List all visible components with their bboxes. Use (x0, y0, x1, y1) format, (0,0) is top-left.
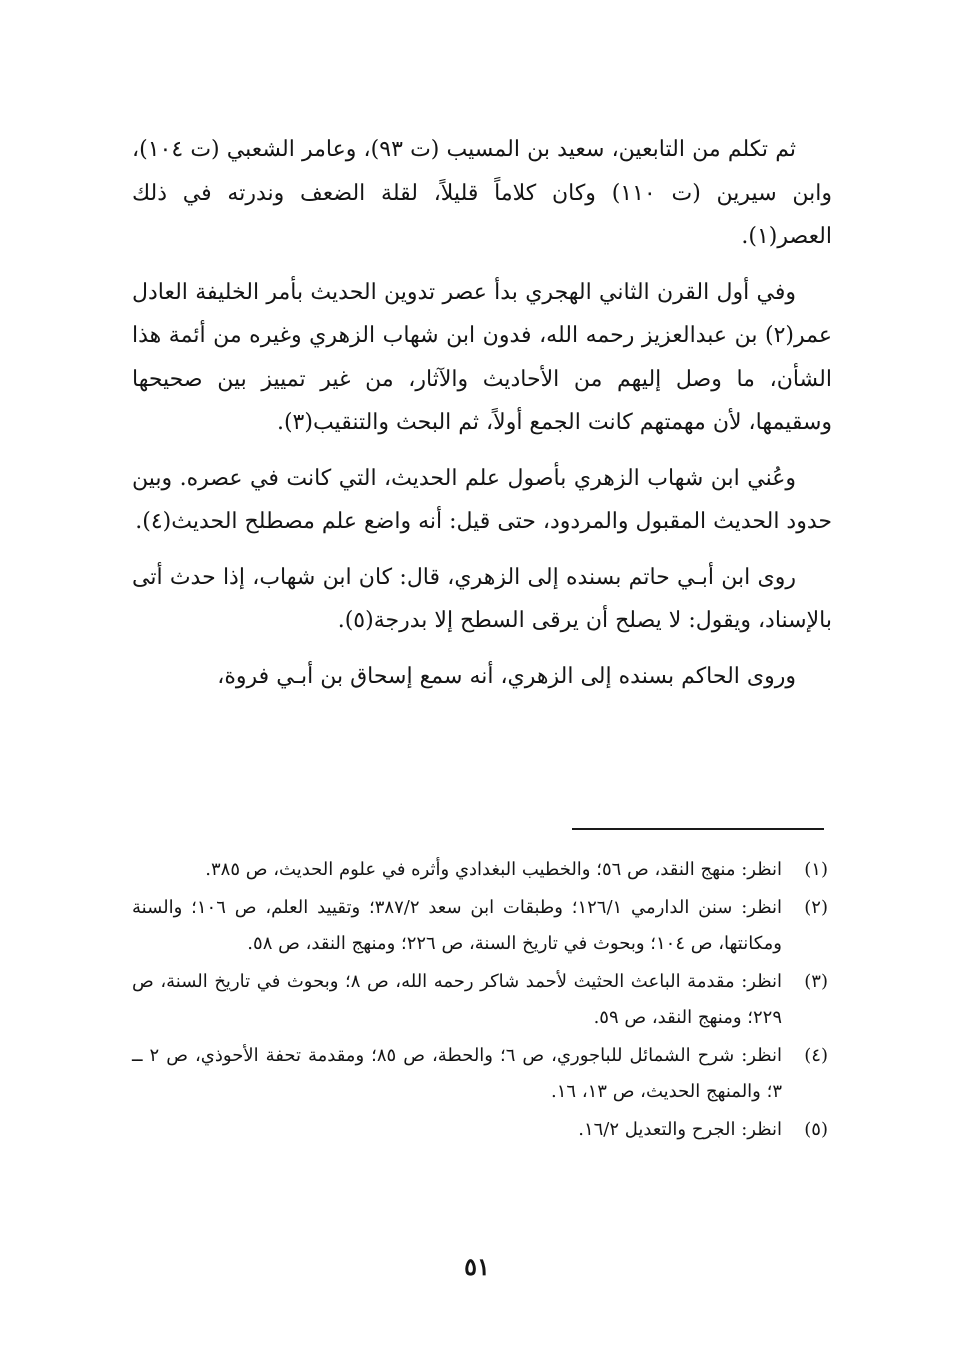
footnote-3 (132, 964, 828, 1036)
paragraph-1: ثم تكلم من التابعين، سعيد بن المسيب (ت ٩٣)، وعامر الشعبي (ت ١٠٤)، وابن سيرين (ت ١١٠) وكان كلاماً قليلاً، لقلة الضعف وندرته في ذلك العصر(١). (132, 137, 832, 249)
footnote-number: (١) (804, 859, 828, 880)
main-text (132, 128, 832, 710)
paragraph-4: روى ابن أبـي حاتم بسنده إلى الزهري، قال: كان ابن شهاب، إذا حدث أتى بالإسناد، ويقول: لا يصلح أن يرقى السطح إلا بدرجة(٥). (132, 564, 832, 633)
footnote-text: انظر: الجرح والتعديل ١٦/٢. (578, 1119, 782, 1140)
footnote-5 (132, 1112, 828, 1148)
footnote-number: (٣) (804, 971, 828, 992)
paragraph-3: وعُني ابن شهاب الزهري بأصول علم الحديث، التي كانت في عصره. وبين حدود الحديث المقبول والمردود، حتى قيل: أنه واضع علم مصطلح الحديث(٤). (132, 465, 832, 534)
paragraph-5: وروى الحاكم بسنده إلى الزهري، أنه سمع إسحاق بن أبـي فروة، (217, 663, 796, 689)
paragraph-2: وفي أول القرن الثاني الهجري بدأ عصر تدوين الحديث بأمر الخليفة العادل عمر(٢) بن عبدالعزيز رحمه الله، فدون ابن شهاب الزهري وغيره من أئمة هذا الشأن، ما وصل إليهم من الأحاديث والآثار، من غير تمييز بين صحيحها وسقيمها، لأن مهمتهم كانت الجمع أولاً، ثم البحث والتنقيب(٣). (132, 279, 832, 435)
page-number: ٥١ (464, 1252, 490, 1281)
footnote-separator (572, 828, 824, 830)
footnote-number: (٤) (804, 1045, 828, 1066)
footnote-number: (٥) (804, 1119, 828, 1140)
footnote-number: (٢) (804, 897, 828, 918)
footnote-4 (132, 1038, 828, 1110)
footnote-1 (132, 852, 828, 888)
footnotes (132, 852, 828, 1150)
footnote-text: انظر: مقدمة الباعث الحثيث لأحمد شاكر رحمه الله، ص ٨؛ وبحوث في تاريخ السنة، ص ٢٢٩؛ ومنهج النقد، ص ٥٩. (132, 971, 783, 1028)
footnote-text: انظر: منهج النقد، ص ٥٦؛ والخطيب البغدادي وأثره في علوم الحديث، ص ٣٨٥. (205, 859, 782, 880)
footnote-text: انظر: شرح الشمائل للباجوري، ص ٦؛ والحطة، ص ٨٥؛ ومقدمة تحفة الأحوذي، ص ٢ ــ ٣؛ والمنهج الحديث، ص ١٣، ١٦. (132, 1045, 782, 1102)
footnote-text: انظر: سنن الدارمي ١٢٦/١؛ وطبقات ابن سعد ٣٨٧/٢؛ وتقييد العلم، ص ١٠٦؛ والسنة ومكانتها، ص ١٠٤؛ وبحوث في تاريخ السنة، ص ٢٢٦؛ ومنهج النقد، ص ٥٨. (132, 897, 782, 954)
footnote-2 (132, 890, 828, 962)
